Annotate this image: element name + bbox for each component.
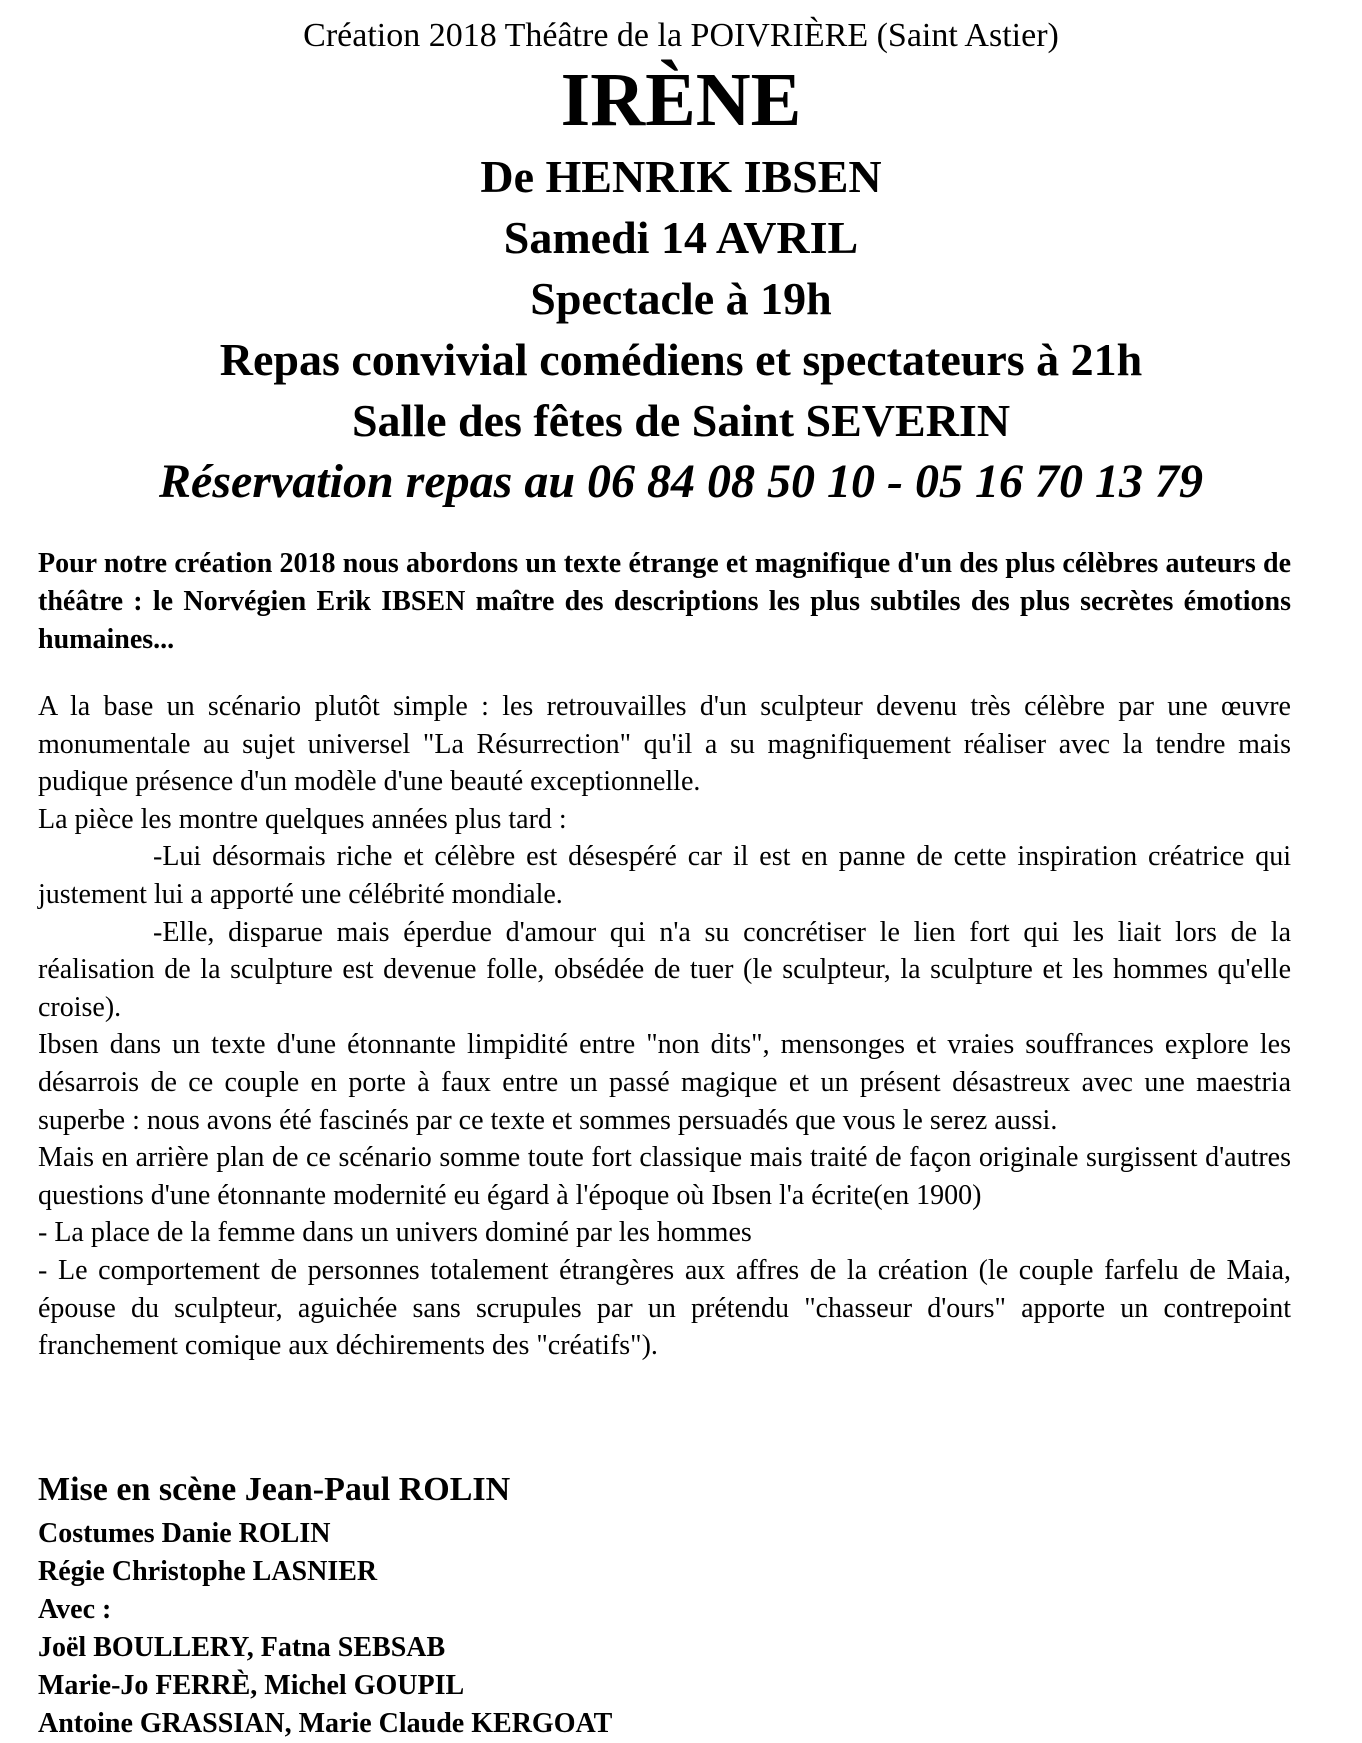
cast-line: Antoine GRASSIAN, Marie Claude KERGOAT: [38, 1708, 613, 1739]
cast-line: Joël BOULLERY, Fatna SEBSAB: [38, 1632, 446, 1663]
body-paragraph: - La place de la femme dans un univers dominé par les hommes: [38, 1217, 752, 1249]
body-paragraph: La pièce les montre quelques années plus tard :: [38, 803, 567, 835]
meal-line: Repas convivial comédiens et spectateurs à 21h: [219, 334, 1143, 385]
stage-manager-line: Régie Christophe LASNIER: [38, 1556, 378, 1587]
cast-line: Marie-Jo FERRÈ, Michel GOUPIL: [38, 1670, 465, 1701]
show-time-line: Spectacle à 19h: [530, 273, 832, 324]
body-text: [38, 688, 1291, 1365]
author-line: De HENRIK IBSEN: [480, 151, 882, 202]
header: [0, 14, 1362, 513]
body-paragraph: Ibsen dans un texte d'une étonnante limpidité entre "non dits", mensonges et vraies souffrances explore les désarrois de ce couple en porte à faux entre un passé magique et un présent désastreux avec une maestria superbe : nous avons été fascinés par ce texte et sommes persuadés que vous le serez aussi.: [38, 1029, 1291, 1136]
body-paragraph: -Lui désormais riche et célèbre est désespéré car il est en panne de cette inspiration créatrice qui justement lui a apporté une célébrité mondiale.: [38, 841, 1291, 910]
director-line: Mise en scène Jean-Paul ROLIN: [38, 1471, 511, 1508]
date-line: Samedi 14 AVRIL: [503, 212, 859, 263]
production-line: Création 2018 Théâtre de la POIVRIÈRE (Saint Astier): [303, 17, 1059, 54]
costumes-line: Costumes Danie ROLIN: [38, 1518, 331, 1549]
cast-label: Avec :: [38, 1594, 112, 1625]
body-paragraph: - Le comportement de personnes totalement étrangères aux affres de la création (le couple farfelu de Maia, épouse du sculpteur, aguichée sans scrupules par un prétendu "chasseur d'ours" apporte un contrepoint franchement comique aux déchirements des "créatifs").: [38, 1254, 1291, 1362]
credits: [38, 1467, 1291, 1743]
intro-paragraph: Pour notre création 2018 nous abordons un texte étrange et magnifique d'un des plus célèbres auteurs de théâtre : le Norvégien Erik IBSEN maître des descriptions les plus subtiles des plus secrètes émotions humaines...: [38, 548, 1291, 655]
venue-line: Salle des fêtes de Saint SEVERIN: [351, 395, 1011, 446]
body-paragraph: A la base un scénario plutôt simple : les retrouvailles d'un sculpteur devenu très célèbre par une œuvre monumentale au sujet universel "La Résurrection" qu'il a su magnifiquement réaliser avec la tendre mais pudique présence d'un modèle d'une beauté exceptionnelle.: [38, 691, 1291, 798]
reservation-line: Réservation repas au 06 84 08 50 10 - 05 16 70 13 79: [159, 455, 1203, 508]
body-paragraph: -Elle, disparue mais éperdue d'amour qui n'a su concrétiser le lien fort qui les liait lors de la réalisation de la sculpture est devenue folle, obsédée de tuer (le sculpteur, la sculpture et les hommes qu'elle croise).: [38, 916, 1291, 1023]
play-title: IRÈNE: [560, 58, 802, 142]
body-paragraph: Mais en arrière plan de ce scénario somme toute fort classique mais traité de façon originale surgissent d'autres questions d'une étonnante modernité eu égard à l'époque où Ibsen l'a écrite(en 1900): [38, 1142, 1291, 1211]
